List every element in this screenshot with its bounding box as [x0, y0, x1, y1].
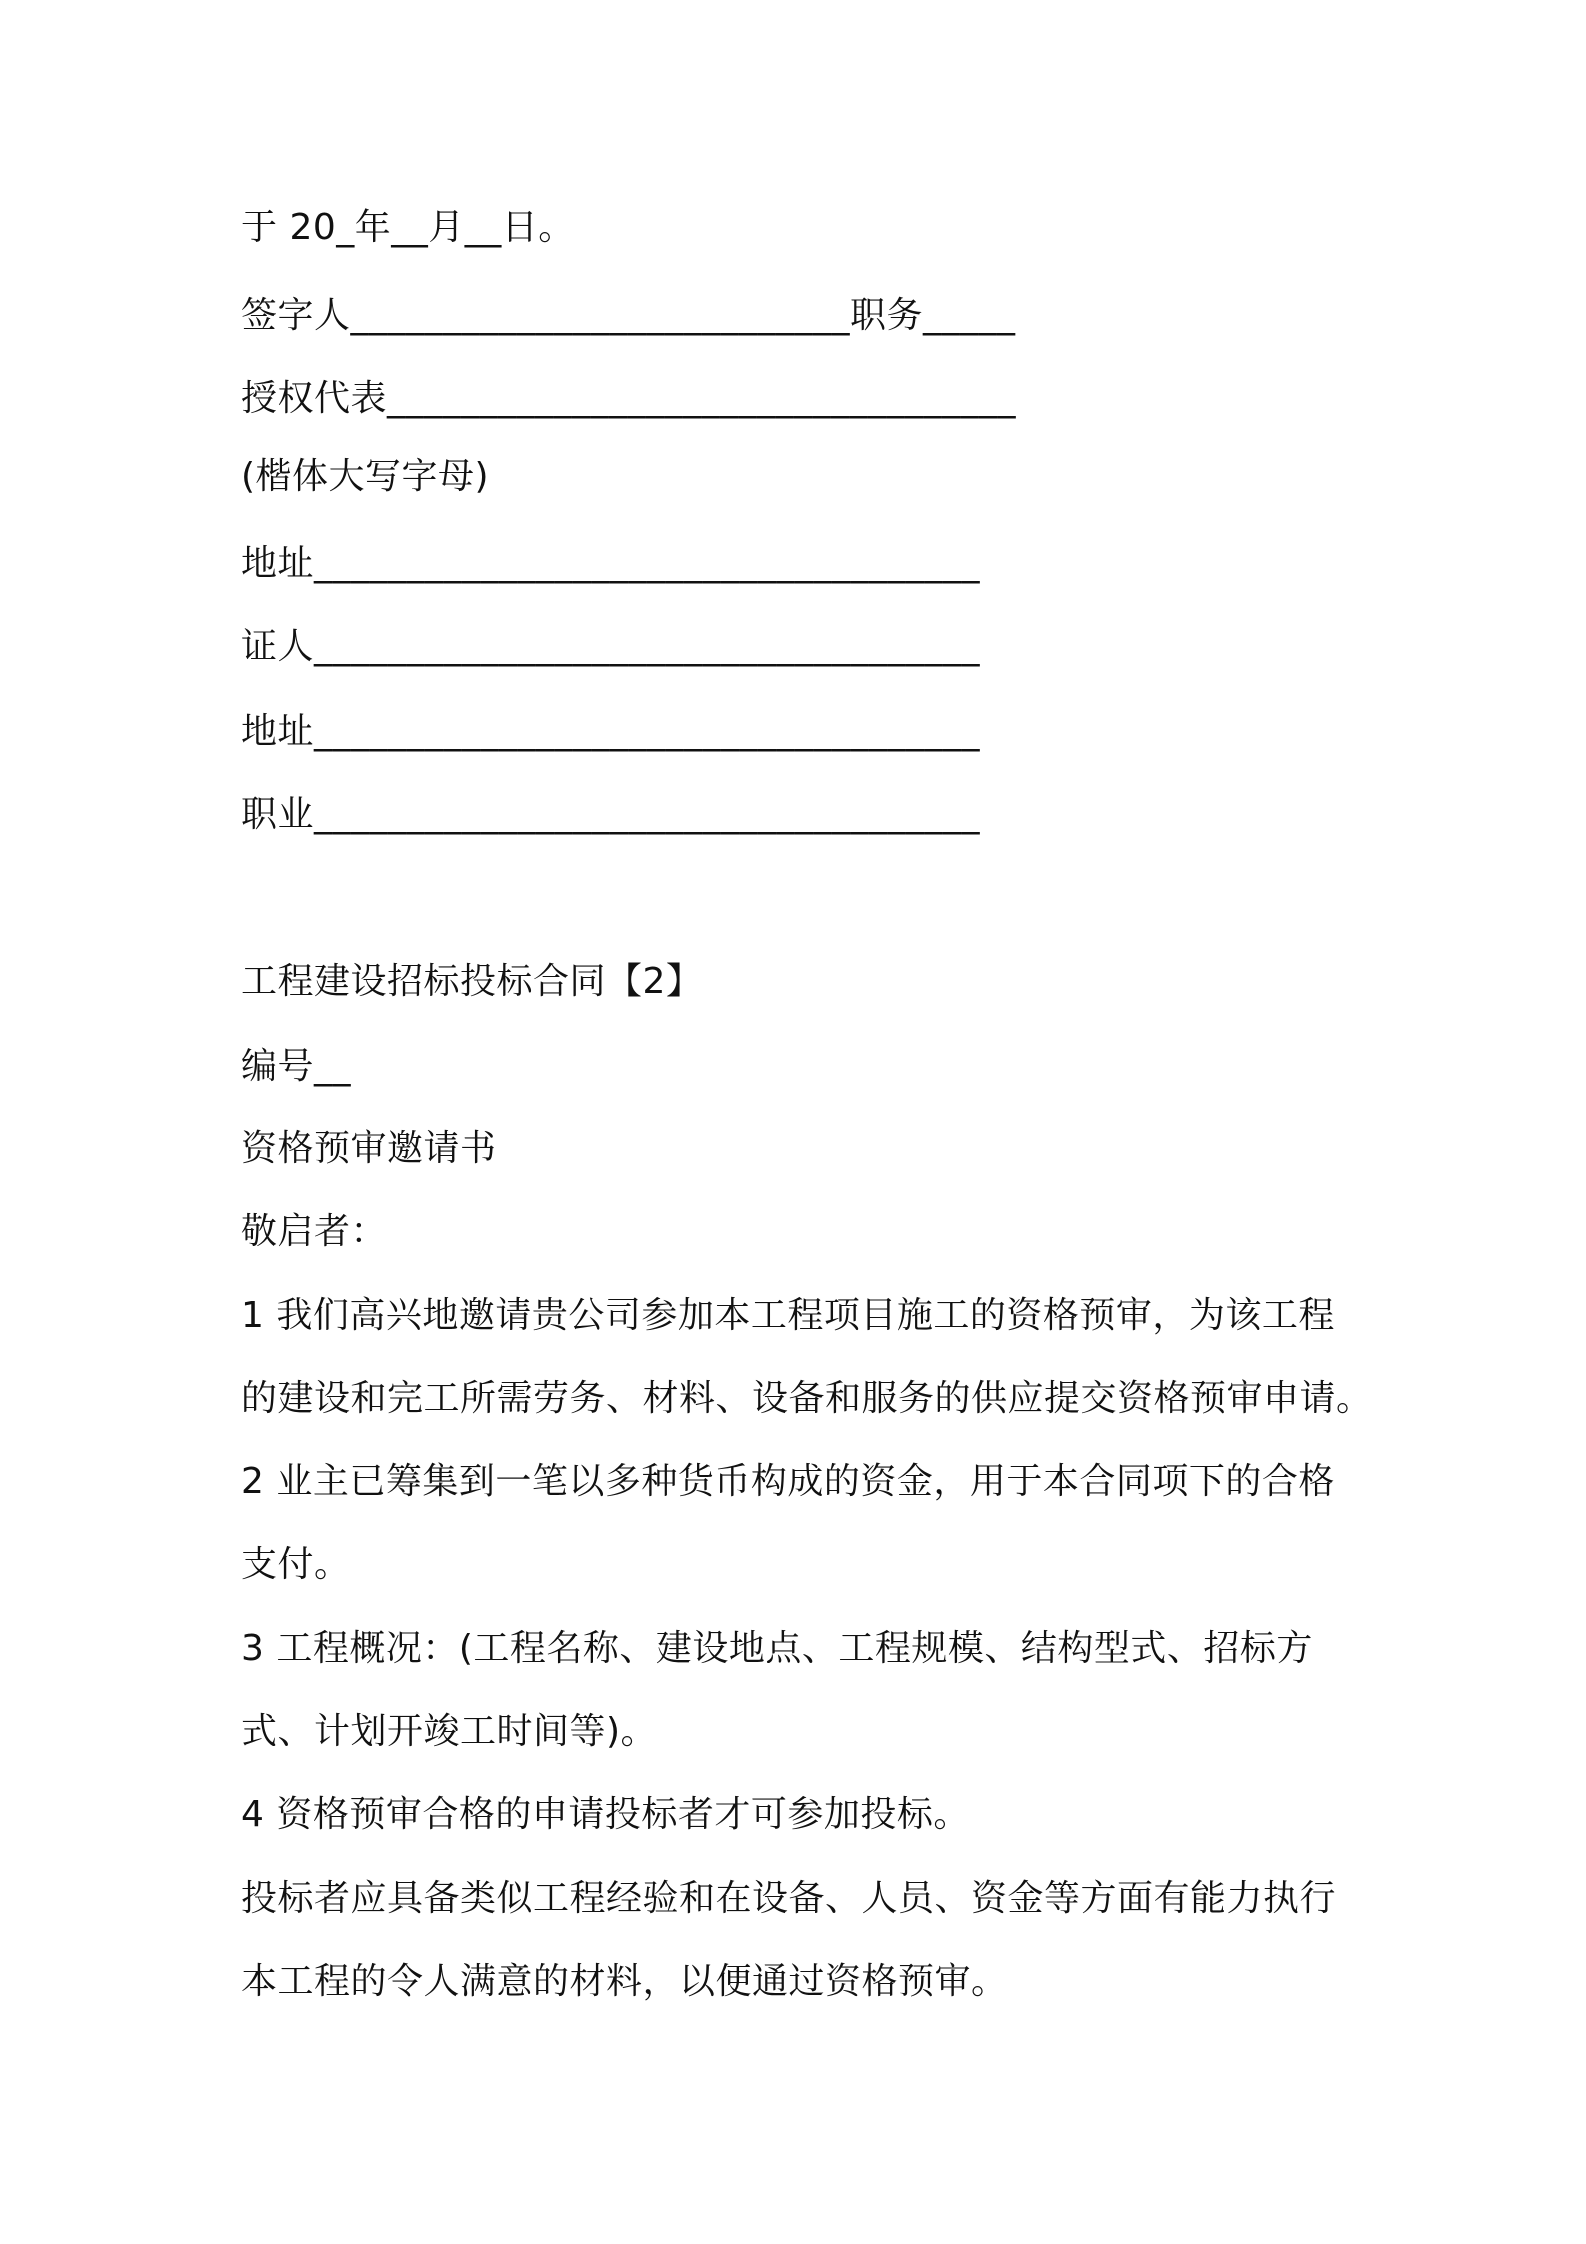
paragraph-1-line-2: 的建设和完工所需劳务、材料、设备和服务的供应提交资格预审申请。: [241, 1378, 1373, 1419]
occupation-line: 职业____________________________________: [241, 794, 980, 835]
paragraph-2-line-1: 2 业主已筹集到一笔以多种货币构成的资金，用于本合同项下的合格: [241, 1461, 1335, 1502]
letter-title: 资格预审邀请书: [241, 1128, 497, 1169]
number-line: 编号__: [241, 1046, 352, 1087]
paragraph-2-line-2: 支付。: [241, 1544, 351, 1585]
paragraph-3-line-2: 式、计划开竣工时间等)。: [241, 1711, 658, 1752]
paragraph-4: 4 资格预审合格的申请投标者才可参加投标。: [241, 1794, 970, 1835]
witness-address-line: 地址____________________________________: [241, 711, 980, 752]
address-line: 地址____________________________________: [241, 543, 980, 584]
block-letters-note: (楷体大写字母): [241, 456, 490, 497]
authorized-rep-line: 授权代表__________________________________: [241, 378, 1017, 419]
signatory-line: 签字人___________________________职务_____: [241, 295, 1016, 336]
date-line: 于 20_年__月__日。: [241, 207, 575, 248]
paragraph-5-line-1: 投标者应具备类似工程经验和在设备、人员、资金等方面有能力执行: [241, 1878, 1337, 1919]
paragraph-1-line-1: 1 我们高兴地邀请贵公司参加本工程项目施工的资格预审，为该工程: [241, 1295, 1335, 1336]
paragraph-5-line-2: 本工程的令人满意的材料，以便通过资格预审。: [241, 1961, 1008, 2002]
section-title: 工程建设招标投标合同【2】: [241, 961, 703, 1002]
witness-line: 证人____________________________________: [241, 626, 980, 667]
salutation: 敬启者：: [241, 1211, 388, 1252]
paragraph-3-line-1: 3 工程概况：(工程名称、建设地点、工程规模、结构型式、招标方: [241, 1628, 1313, 1669]
